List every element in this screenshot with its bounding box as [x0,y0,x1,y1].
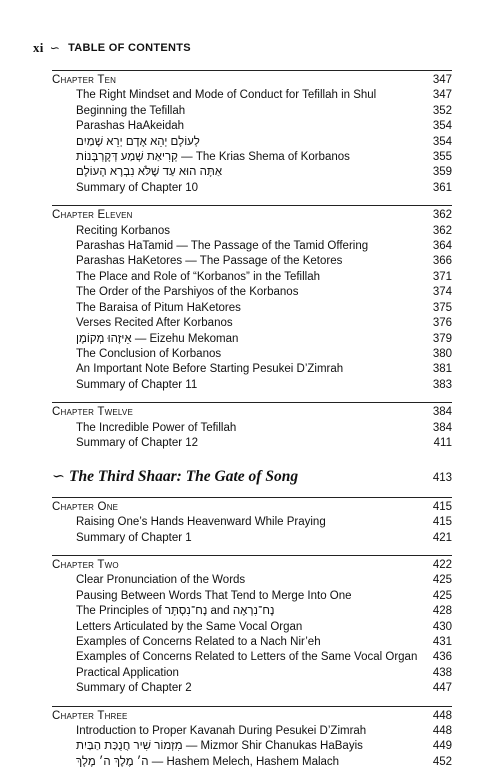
entry-title: Summary of Chapter 1 [76,531,192,544]
page-ref: 415 [432,516,452,529]
chapter-title: Chapter Two [52,558,119,571]
toc-entry[interactable] [52,119,452,134]
entry-title: Reciting Korbanos [76,224,170,237]
page-ref: 352 [432,104,452,117]
page-ref: 436 [432,651,452,664]
toc-entry[interactable] [52,378,452,393]
toc-entry[interactable] [52,573,452,588]
chapter-block [52,555,452,697]
toc-entry[interactable] [52,515,452,530]
chapter-title: Chapter Three [52,709,128,722]
toc-entry[interactable] [52,150,452,165]
toc-entry[interactable] [52,681,452,696]
shaar-heading [52,469,452,486]
page-ref: 421 [432,531,452,544]
page-ref: 364 [432,240,452,253]
page-ref: 425 [432,589,452,602]
entry-title: Pausing Between Words That Tend to Merge Into One [76,589,352,602]
entry-title: Letters Articulated by the Same Vocal Organ [76,620,303,633]
entry-title: The Conclusion of Korbanos [76,347,222,360]
entry-title: Parashas HaTamid — The Passage of the Tamid Offering [76,240,369,253]
toc-entry[interactable] [52,270,452,285]
page-ref: 380 [432,347,452,360]
toc-entry[interactable] [52,135,452,150]
page-ref: 415 [432,500,452,513]
entry-title: Summary of Chapter 11 [76,378,198,391]
page-ref: 355 [432,151,452,164]
toc-entry[interactable] [52,635,452,650]
page-ref: 347 [432,74,452,86]
entry-title: The Place and Role of “Korbanos” in the Tefillah [76,270,320,283]
toc-entry[interactable] [52,739,452,754]
entry-title: Clear Pronunciation of the Words [76,574,246,587]
page-ref: 362 [432,224,452,237]
page-ref: 430 [432,620,452,633]
page-ref: 383 [432,378,452,391]
page-ref: 448 [432,709,452,722]
entry-title: Parashas HaKetores — The Passage of the Ketores [76,255,343,268]
toc-entry[interactable] [52,666,452,681]
chapter-block [52,205,452,393]
chapter-block [52,497,452,546]
entry-title: Beginning the Tefillah [76,104,186,117]
page-ref: 379 [432,332,452,345]
page-ref: 449 [432,740,452,753]
toc-entry[interactable] [52,724,452,739]
entry-title: Summary of Chapter 2 [76,682,192,695]
toc-entry[interactable] [52,316,452,331]
entry-title: The Order of the Parshiyos of the Korbanos [76,286,299,299]
page-number: xi [33,40,44,55]
shaar-title: The Third Shaar: The Gate of Song [69,468,299,486]
toc-entry[interactable] [52,224,452,239]
page-ref: 374 [432,286,452,299]
chapter-block [52,402,452,451]
entry-title: לְעוֹלָם יְהֵא אָדָם יְרֵא שָׁמַיִם [76,135,200,148]
toc-entry[interactable] [52,165,452,180]
chapter-block [52,70,452,196]
toc-entry[interactable] [52,436,452,451]
entry-title: Summary of Chapter 12 [76,436,199,449]
entry-title: אַתָּה הוּא עַד שֶׁלֹּא נִבְרָא הָעוֹלָם [76,166,223,179]
entry-title: The Right Mindset and Mode of Conduct for Tefillah in Shul [76,89,377,102]
entry-title: Verses Recited After Korbanos [76,317,233,330]
chapter-heading[interactable] [52,558,452,573]
page-ref: 359 [432,166,452,179]
toc-entry[interactable] [52,285,452,300]
entry-title: Parashas HaAkeidah [76,120,185,133]
toc-entry[interactable] [52,362,452,377]
toc-entry[interactable] [52,650,452,665]
chapter-heading[interactable] [52,405,452,420]
page-ref: 384 [432,421,452,434]
entry-title: The Baraisa of Pitum HaKetores [76,301,241,314]
entry-title: Examples of Concerns Related to Letters of the Same Vocal Organ [76,651,418,664]
toc-entry[interactable] [52,88,452,103]
entry-title: Introduction to Proper Kavanah During Pesukei D’Zimrah [76,725,367,738]
chapter-heading[interactable] [52,709,452,724]
toc-entry[interactable] [52,347,452,362]
entry-title: Examples of Concerns Related to a Nach Nir’eh [76,636,321,648]
toc-entry[interactable] [52,755,452,770]
page-ref: 366 [432,255,452,268]
shaar-title-wrap [52,469,424,484]
ornament-icon: ∽ [49,41,61,55]
page-ref: 422 [432,558,452,571]
chapter-title: Chapter One [52,500,119,513]
page-ref: 438 [432,666,452,679]
toc-entry[interactable] [52,620,452,635]
toc-entry[interactable] [52,604,452,619]
page-ref: 354 [432,135,452,148]
toc-entry[interactable] [52,531,452,546]
entry-title: ה׳ מֶלֶךְ ה׳ מָלָךְ — Hashem Melech, Hashem Malach [76,755,340,768]
page-ref: 431 [432,636,452,648]
toc-entry[interactable] [52,421,452,436]
chapter-title: Chapter Ten [52,74,117,86]
table-of-contents [52,70,452,770]
header-title: TABLE OF CONTENTS [68,42,191,54]
running-header [33,40,453,56]
toc-entry[interactable] [52,181,452,196]
entry-title: מִזְמוֹר שִׁיר חֲנֻכַּת הַבַּיִת — Mizmor Shir Chanukas HaBayis [76,740,363,753]
chapter-block [52,706,452,770]
page-ref: 362 [432,209,452,222]
entry-title: Raising One’s Hands Heavenward While Praying [76,516,326,529]
toc-entry[interactable] [52,104,452,119]
entry-title: The Incredible Power of Tefillah [76,421,237,434]
page-ref: 452 [432,755,452,768]
page-ref: 361 [432,181,452,194]
chapter-title: Chapter Twelve [52,406,133,419]
toc-entry[interactable] [52,589,452,604]
page-ref: 375 [432,301,452,314]
page-ref: 371 [432,270,452,283]
entry-title: קְרִיאַת שְׁמַע דְּקָרְבָּנוֹת — The Krias Shema of Korbanos [76,151,350,164]
page-ref: 354 [432,120,452,133]
page-ref: 448 [432,725,452,738]
ornament-icon: ∽ [52,468,65,486]
toc-entry[interactable] [52,239,452,254]
toc-entry[interactable] [52,332,452,347]
page-ref: 447 [432,682,452,695]
entry-title: The Principles of נָח־נִסְתָּר and נָח־נִרְאֶה [76,605,275,618]
page-ref: 384 [432,406,452,419]
entry-title: אֵיזֶהוּ מְקוֹמָן — Eizehu Mekoman [76,332,239,345]
chapter-heading[interactable] [52,73,452,88]
page-ref: 381 [432,363,452,376]
page-ref: 413 [432,472,452,485]
page-ref: 411 [433,436,452,449]
page-ref: 347 [432,89,452,102]
toc-entry[interactable] [52,254,452,269]
toc-entry[interactable] [52,301,452,316]
chapter-heading[interactable] [52,500,452,515]
page-ref: 428 [432,605,452,618]
page-ref: 376 [432,317,452,330]
chapter-heading[interactable] [52,208,452,223]
entry-title: Practical Application [76,666,179,679]
page-ref: 425 [432,574,452,587]
entry-title: Summary of Chapter 10 [76,181,199,194]
entry-title: An Important Note Before Starting Pesukei D’Zimrah [76,363,344,376]
chapter-title: Chapter Eleven [52,209,133,222]
